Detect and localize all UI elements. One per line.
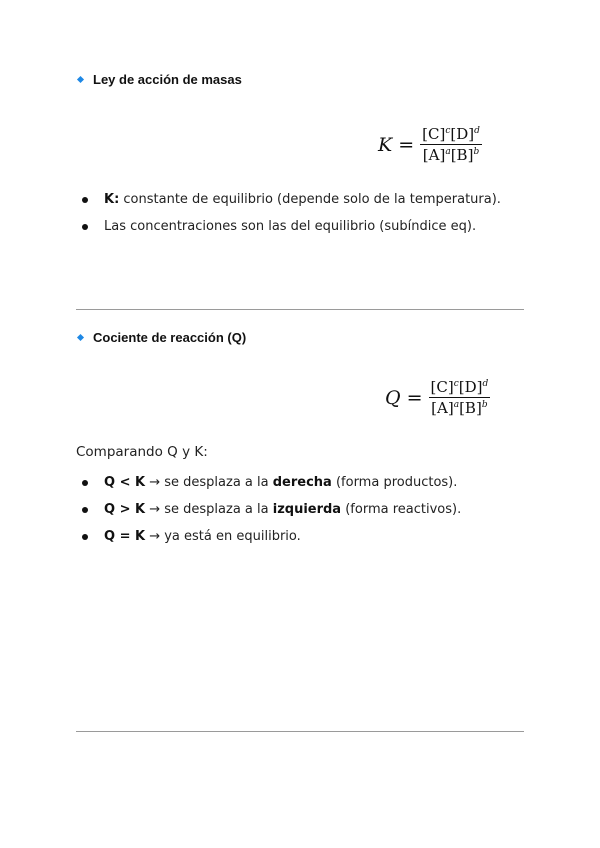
diamond-bullet-icon xyxy=(77,76,84,83)
section-heading-ley xyxy=(78,72,242,87)
list-item: Q = K → ya está en equilibrio. xyxy=(82,523,461,550)
formula-lhs: Q xyxy=(385,386,401,409)
formula-q xyxy=(385,378,490,417)
divider xyxy=(76,731,524,732)
section-heading-cociente xyxy=(78,330,246,345)
formula-equals: = xyxy=(406,386,423,409)
formula-numerator: $[C]^c[D]^d$ xyxy=(430,378,489,396)
bullet-list-q xyxy=(82,469,461,550)
formula-numerator: $[C]^c[D]^d$ xyxy=(422,125,480,143)
heading-text: Ley de acción de masas xyxy=(93,72,242,87)
formula-equals: = xyxy=(398,133,415,156)
formula-denominator: $[A]^a[B]^b$ xyxy=(422,146,480,164)
formula-fraction xyxy=(429,378,491,417)
formula-lhs: K xyxy=(378,133,393,156)
diamond-bullet-icon xyxy=(77,334,84,341)
fraction-bar xyxy=(429,397,491,398)
list-item: Las concentraciones son las del equilibrio (subíndice eq). xyxy=(82,213,501,240)
list-item: Q < K → se desplaza a la derecha (forma productos). xyxy=(82,469,461,496)
bullet-list-k xyxy=(82,186,501,240)
fraction-bar xyxy=(420,144,482,145)
list-item: Q > K → se desplaza a la izquierda (forma reactivos). xyxy=(82,496,461,523)
comparison-intro: Comparando Q y K: xyxy=(76,444,208,460)
formula-fraction xyxy=(420,125,482,164)
list-item: K: constante de equilibrio (depende solo de la temperatura). xyxy=(82,186,501,213)
formula-k xyxy=(378,125,482,164)
heading-text: Cociente de reacción (Q) xyxy=(93,330,247,345)
formula-denominator: $[A]^a[B]^b$ xyxy=(431,399,488,417)
divider xyxy=(76,309,524,310)
